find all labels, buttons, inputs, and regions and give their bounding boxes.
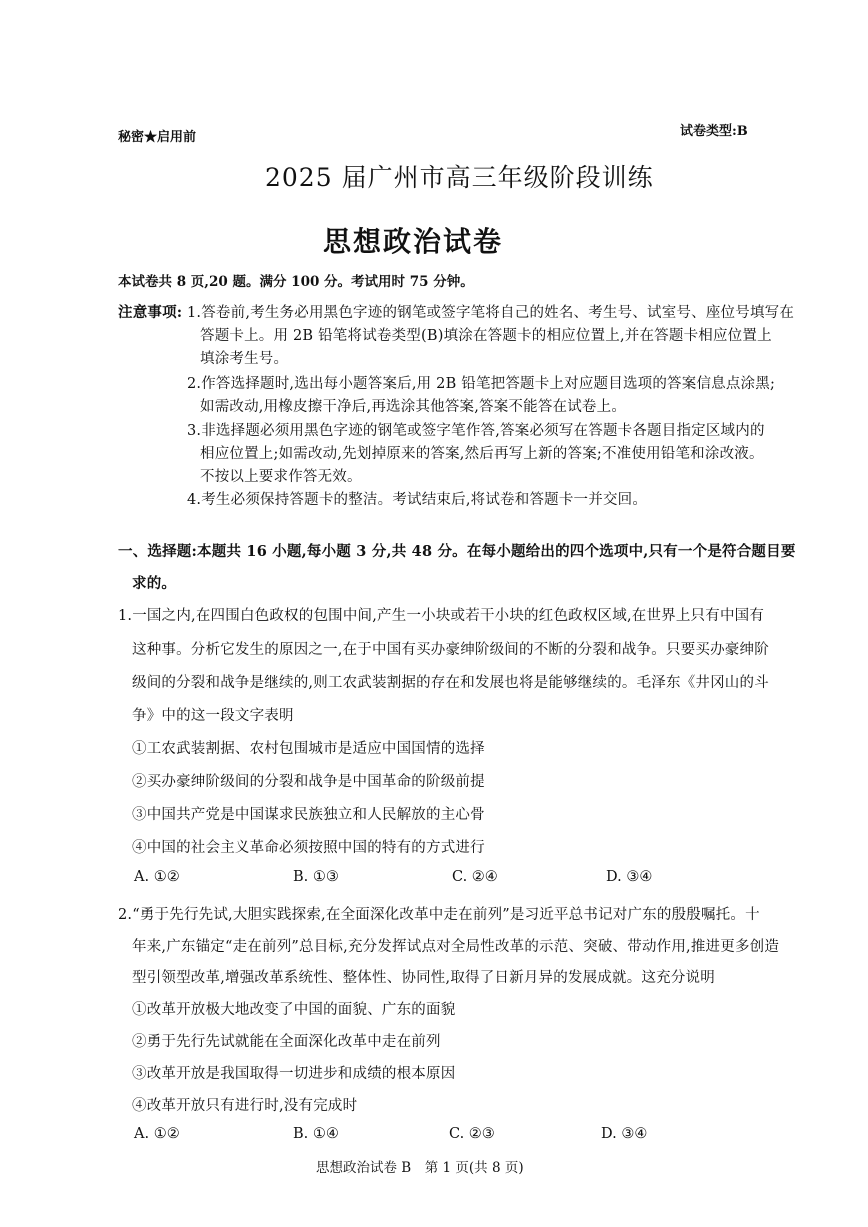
- subject-title: 思想政治试卷: [323, 225, 504, 258]
- exam-title: 2025 届广州市高三年级阶段训练: [265, 163, 654, 192]
- section-heading: 一、选择题:本题共 16 小题,每小题 3 分,共 48 分。在每小题给出的四个选项中,只有一个是符合题目要: [118, 543, 796, 560]
- statement: ①工农武装割据、农村包围城市是适应中国国情的选择: [132, 741, 485, 757]
- statement: ④改革开放只有进行时,没有完成时: [132, 1098, 358, 1114]
- notes-line: 4.考生必须保持答题卡的整洁。考试结束后,将试卷和答题卡一并交回。: [187, 492, 648, 508]
- option-a: A. ①②: [134, 869, 180, 885]
- statement: ①改革开放极大地改变了中国的面貌、广东的面貌: [132, 1002, 456, 1018]
- question-stem-line: 1.一国之内,在四围白色政权的包围中间,产生一小块或若干小块的红色政权区域,在世界上只有中国有: [118, 608, 765, 624]
- option-d: D. ③④: [601, 1126, 648, 1142]
- notes-line: 不按以上要求作答无效。: [200, 469, 362, 485]
- exam-summary: 本试卷共 8 页,20 题。满分 100 分。考试用时 75 分钟。: [118, 274, 474, 290]
- statement: ③中国共产党是中国谋求民族独立和人民解放的主心骨: [132, 807, 485, 823]
- notes-line: 3.非选择题必须用黑色字迹的钢笔或签字笔作答,答案必须写在答题卡各题目指定区域内的: [187, 423, 765, 439]
- option-b: B. ①③: [293, 869, 339, 885]
- notes-line: 填涂考生号。: [200, 351, 289, 367]
- statement: ②买办豪绅阶级间的分裂和战争是中国革命的阶级前提: [132, 774, 485, 790]
- section-heading-cont: 求的。: [132, 575, 177, 592]
- notes-line: 答题卡上。用 2B 铅笔将试卷类型(B)填涂在答题卡的相应位置上,并在答题卡相应位置上: [200, 328, 772, 344]
- option-d: D. ③④: [606, 869, 653, 885]
- option-b: B. ①④: [293, 1126, 339, 1142]
- notes-line: 1.答卷前,考生务必用黑色字迹的钢笔或签字笔将自己的姓名、考生号、试室号、座位号填写在: [187, 305, 795, 321]
- question-stem-line: 级间的分裂和战争是继续的,则工农武装割据的存在和发展也将是能够继续的。毛泽东《井冈山的斗: [132, 675, 769, 691]
- option-c: C. ②④: [452, 869, 498, 885]
- confidential-label: 秘密★启用前: [118, 130, 197, 145]
- notes-line: 如需改动,用橡皮擦干净后,再选涂其他答案,答案不能答在试卷上。: [200, 399, 627, 415]
- option-c: C. ②③: [449, 1126, 495, 1142]
- statement: ④中国的社会主义革命必须按照中国的特有的方式进行: [132, 840, 485, 856]
- paper-type-label: 试卷类型:B: [680, 124, 748, 139]
- question-stem-line: 型引领型改革,增强改革系统性、整体性、协同性,取得了日新月异的发展成就。这充分说明: [132, 970, 715, 986]
- question-stem-line: 争》中的这一段文字表明: [132, 708, 294, 724]
- statement: ②勇于先行先试就能在全面深化改革中走在前列: [132, 1034, 441, 1050]
- question-stem-line: 2.“勇于先行先试,大胆实践探索,在全面深化改革中走在前列”是习近平总书记对广东的殷殷嘱托。十: [118, 907, 760, 923]
- notes-label: 注意事项:: [118, 304, 183, 321]
- question-stem-line: 年来,广东锚定“走在前列”总目标,充分发挥试点对全局性改革的示范、突破、带动作用,推进更多创造: [132, 939, 780, 955]
- page-footer: 思想政治试卷 B 第 1 页(共 8 页): [316, 1160, 524, 1176]
- notes-line: 2.作答选择题时,选出每小题答案后,用 2B 铅笔把答题卡上对应题目选项的答案信息点涂黑;: [187, 376, 776, 392]
- question-stem-line: 这种事。分析它发生的原因之一,在于中国有买办豪绅阶级间的不断的分裂和战争。只要买办豪绅阶: [132, 642, 769, 658]
- notes-line: 相应位置上;如需改动,先划掉原来的答案,然后再写上新的答案;不准使用铅笔和涂改液。: [200, 446, 764, 462]
- option-a: A. ①②: [134, 1126, 180, 1142]
- statement: ③改革开放是我国取得一切进步和成绩的根本原因: [132, 1066, 456, 1082]
